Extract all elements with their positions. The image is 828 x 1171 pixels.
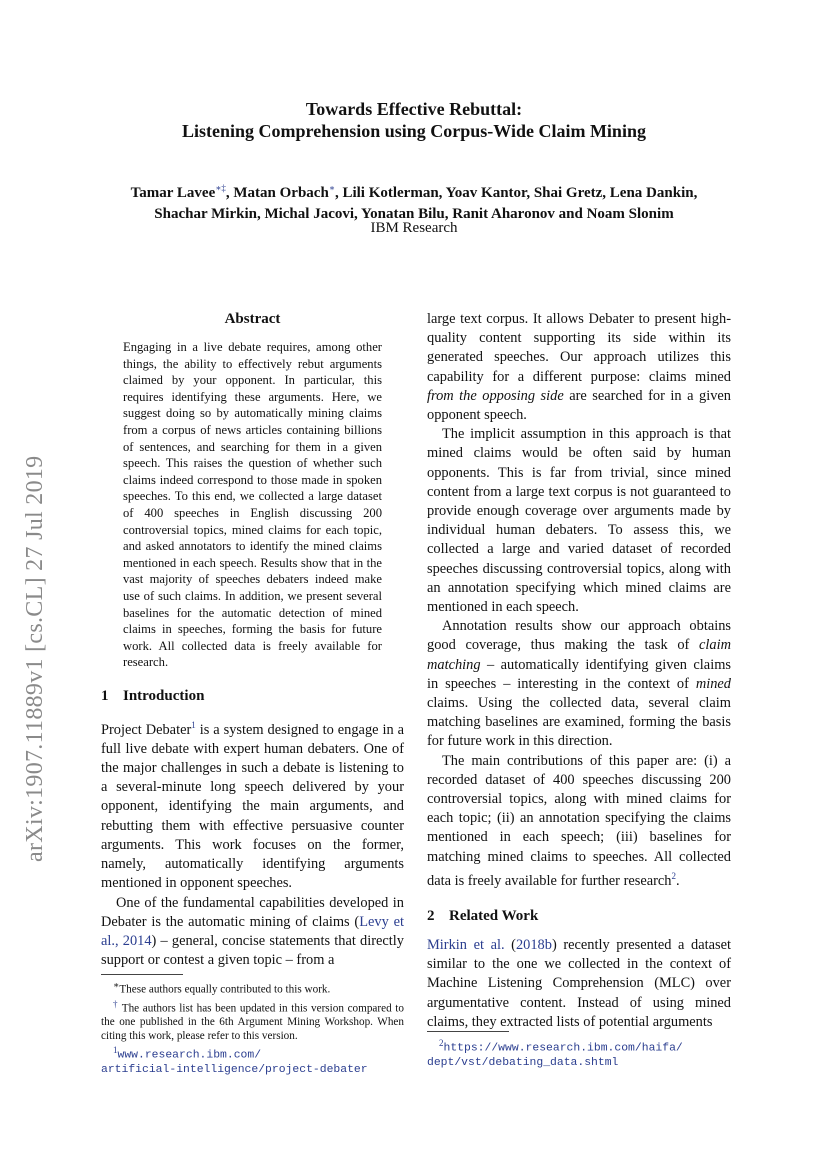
footnote-equal-contribution [101,979,404,997]
footnote-url-part[interactable]: dept/vst/debating_data.shtml [427,1056,619,1069]
section-number: 1 [101,687,109,704]
citation-link[interactable]: 2018b [515,936,552,953]
footnote-mark: 2 [439,1038,444,1048]
author-name: , Lili Kotlerman, Yoav Kantor, Shai Gretz, Lena Dankin, [334,185,698,201]
related-paragraph-1: Mirkin et al. (2018b) recently presented a dataset similar to the one we collected in the context of Machine Listening Comprehension (MLC) over argumentative content. Instead of using mined claims, they extracted lists of potential arguments [427,936,731,1030]
author-name: , Matan Orbach [225,185,329,201]
section-title: Introduction [123,687,205,704]
emphasis: mined [695,675,731,692]
footnote-rule [427,1031,509,1032]
footnote-ref[interactable]: 2 [671,870,677,881]
abstract-text: Engaging in a live debate requires, among other things, the ability to effectively rebut arguments claimed by your opponent. In particular, this requires identifying these arguments. Here, we suggest doing so by automatically mining claims from a corpus of news articles containing billions of sentences, and searching for them in a given speech. This raises the question of whether such claims indeed correspond to those made in spoken speeches. To this end, we collected a large dataset of 400 speeches in English discussing 200 controversial topics, mined claims for each topic, and asked annotators to identify the mined claims mentioned in each speech. Results show that in the vast majority of speeches debaters indeed make use of such claims. In addition, we present several baselines for the automatic detection of mined claims in speeches, forming the basis for future work. All collected data is freely available for research. [123,340,382,670]
arxiv-stamp: arXiv:1907.11889v1 [cs.CL] 27 Jul 2019 [22,455,48,862]
text-run: – automatically identifying given claims in speeches – interesting in the context of [427,656,731,692]
footnote-text: These authors equally contributed to this work. [119,983,331,996]
right-paragraph-4 [427,752,731,891]
footnote-url-part[interactable]: www.research.ibm.com/ [117,1050,262,1063]
text-run: large text corpus. It allows Debater to present high-quality content supporting its side within its generated speeches. Our approach utilizes this capability for a different purpose: claims mined [427,311,731,385]
footnotes-right [427,1031,731,1070]
footnote-1 [101,1043,404,1063]
author-mark: ∗ [328,183,335,193]
text-run: One of the fundamental capabilities developed in Debater is the automatic mining of claims ( [101,894,404,930]
section-heading-related-work [427,907,731,926]
right-paragraph-2: The implicit assumption in this approach is that mined claims would be often said by human opponents. This is far from trivial, since mined content from a large text corpus is not guaranteed to provide enough coverage over arguments made by individual human debaters. To assess this, we collected a large and varied dataset of recorded speeches discussing controversial topics, along with an annotation specifying which mined claims are mentioned in each speech. [427,426,731,616]
text-run: are searched for in a given opponent speech. [427,387,731,424]
footnotes-left [101,974,404,1077]
text-run: . [676,872,680,889]
right-paragraph-1 [427,310,731,425]
title-line-2: Listening Comprehension using Corpus-Wide Claim Mining [182,121,646,141]
paper-title [0,98,828,142]
emphasis: claim matching [427,637,731,673]
footnote-mark: 1 [113,1045,118,1056]
author-name: Tamar Lavee [130,185,216,201]
emphasis: from the opposing side [427,387,564,404]
footnote-rule [101,974,183,975]
text-run: The main contributions of this paper are: (i) a recorded dataset of 400 speeches discussing 200 controversial topics, along with mined claims for each topic; (ii) an annotation specifying the claims mentioned in each speech; (iii) baselines for matching mined claims to speeches. All collected data is freely available for further research [427,752,731,889]
footnote-url-part[interactable]: https://www.research.ibm.com/haifa/ [443,1042,683,1055]
section-number: 2 [427,907,435,924]
left-column [101,310,404,970]
author-line-2: Shachar Mirkin, Michal Jacovi, Yonatan Bilu, Ranit Aharonov and Noam Slonim [154,206,674,222]
footnote-mark: † [113,998,119,1009]
right-column [427,310,731,1032]
intro-paragraph-2 [101,894,404,971]
intro-paragraph-1 [101,716,404,894]
footnote-ref[interactable]: 1 [191,719,196,730]
text-run: recently presented a dataset similar to the one we collected in the context of Machine Listening Comprehension (MLC) over argumentative content. Instead of using mined claims, they extracted lists of potential arguments [427,936,731,1030]
section-heading-introduction [101,687,404,706]
author-line-1 [0,178,828,204]
citation-link[interactable]: Mirkin et al. [427,936,505,953]
section-title: Related Work [449,907,539,924]
text-run: Annotation results show our approach obtains good coverage, thus making the task of [427,618,731,654]
footnote-author-update [101,997,404,1044]
right-paragraph-3 [427,617,731,751]
footnote-text: The authors list has been updated in this version compared to the one published in the 6th Argument Mining Workshop. When citing this work, please refer to this version. [101,1002,405,1043]
abstract-heading: Abstract [224,311,281,327]
text-run: ) – general, concise statements that directly support or contest a given topic – from a [101,932,404,969]
title-line-1: Towards Effective Rebuttal: [305,99,523,119]
affiliation: IBM Research [370,220,458,236]
citation-link[interactable]: Levy et al., 2014 [101,913,404,949]
text-run: Project Debater [101,721,192,738]
footnote-2 [427,1036,731,1056]
text-run: is a system designed to engage in a full live debate with expert human debaters. One of the major challenges in such a debate is listening to a several-minute long speech delivered by your opponent, identifying the main arguments, and rebutting them with effective persuasive counter arguments. This work focuses on the former, namely, automatically identifying arguments mentioned in opponent speeches. [101,721,405,892]
author-mark: ∗‡ [215,183,226,193]
text-run: claims. Using the collected data, several claim matching baselines are examined, forming the basis for future work in this direction. [427,695,731,750]
footnote-mark: ∗ [113,981,120,991]
author-list [0,178,828,225]
footnote-url-part[interactable]: artificial-intelligence/project-debater [101,1064,368,1077]
